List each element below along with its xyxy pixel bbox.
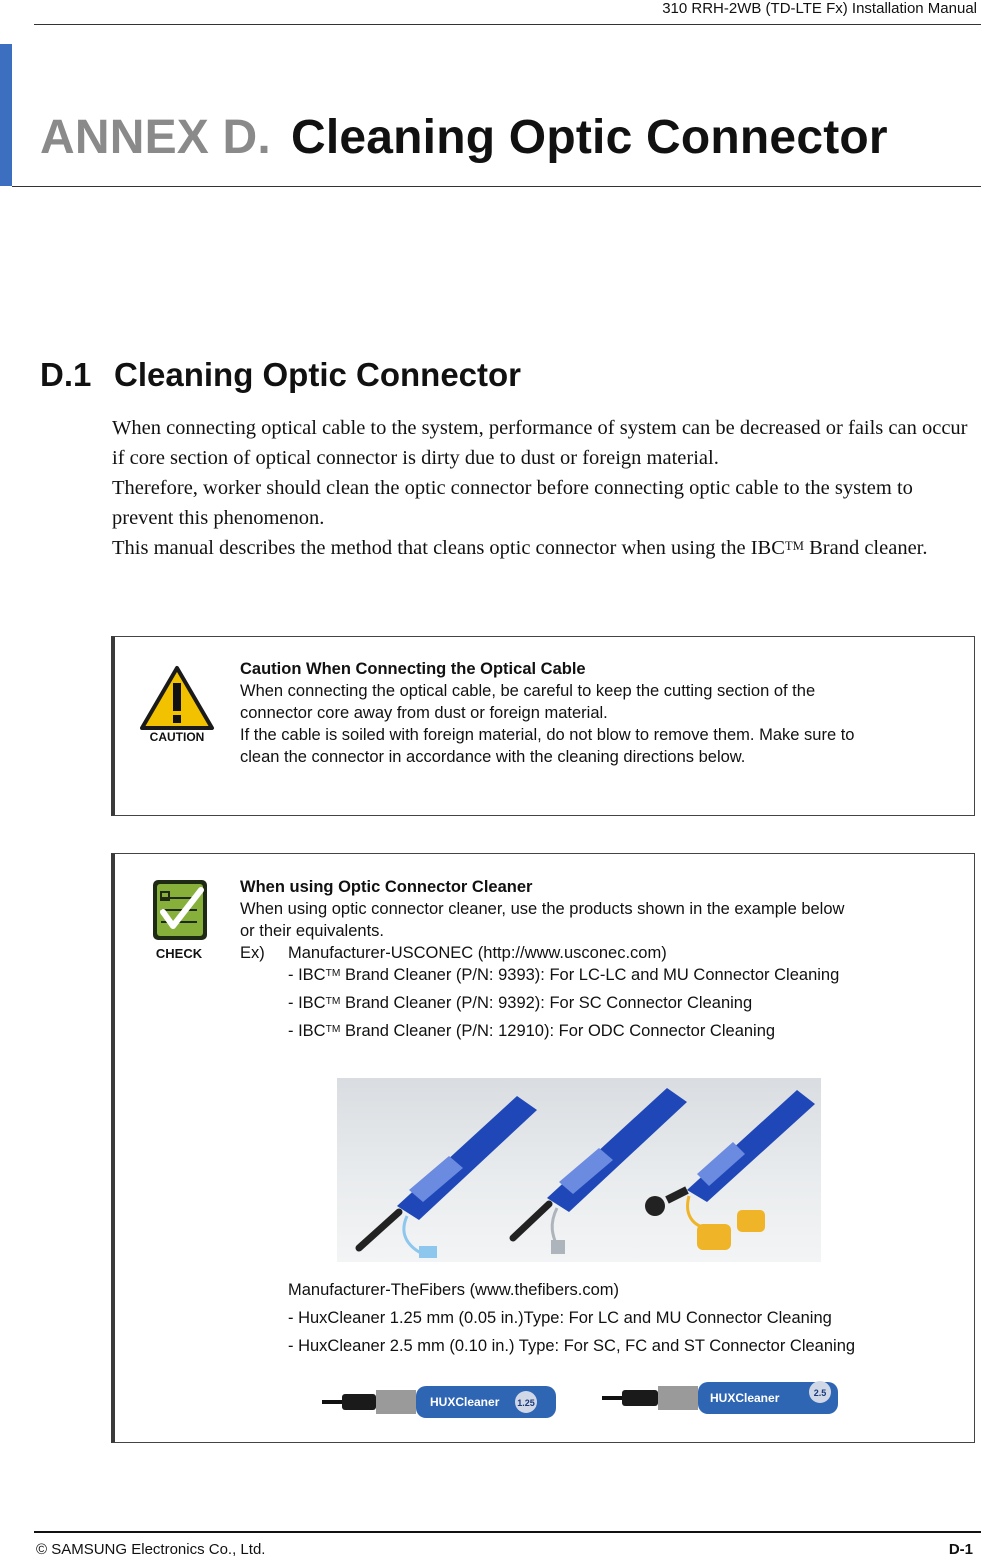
check-icon <box>139 878 215 966</box>
caution-line: connector core away from dust or foreign material. <box>240 704 608 722</box>
check-intro-line: When using optic connector cleaner, use the products shown in the example below <box>240 900 845 918</box>
trademark-mark: TM <box>325 996 341 1008</box>
ibc-cleaner-blue-1 <box>359 1096 537 1258</box>
manufacturer-usconec: Manufacturer-USCONEC (http://www.usconec.com) <box>288 944 667 962</box>
ibc-cleaner-item <box>240 964 954 986</box>
hux-cleaner-125 <box>322 1386 556 1418</box>
caution-note <box>111 636 975 816</box>
caution-title: Caution When Connecting the Optical Cable <box>240 660 586 678</box>
hux-cleaner-item: - HuxCleaner 2.5 mm (0.10 in.) Type: For SC, FC and ST Connector Cleaning <box>288 1337 856 1355</box>
page-number: D-1 <box>948 1541 973 1558</box>
body-paragraph-1: When connecting optical cable to the system, performance of system can be decreased or fails can occur if core section of optical connector is dirty due to dust or foreign material. <box>112 417 968 469</box>
caution-line: When connecting the optical cable, be careful to keep the cutting section of the <box>240 682 816 700</box>
hux-cleaner-item: - HuxCleaner 1.25 mm (0.05 in.)Type: For LC and MU Connector Cleaning <box>288 1309 832 1327</box>
trademark-mark: TM <box>325 968 341 980</box>
hux-cleaner-25 <box>602 1381 838 1414</box>
example-label: Ex) <box>240 944 265 962</box>
section-heading <box>40 356 521 394</box>
thefibers-section <box>288 1276 968 1360</box>
trademark-mark: TM <box>784 538 804 553</box>
annex-accent-bar <box>0 44 12 186</box>
ibc-description: Brand Cleaner (P/N: 9392): For SC Connector Cleaning <box>340 994 753 1012</box>
caution-line: clean the connector in accordance with the cleaning directions below. <box>240 748 746 766</box>
section-body <box>112 413 978 563</box>
body-paragraph-3 <box>112 533 978 563</box>
footer-divider <box>34 1531 981 1533</box>
document-header-title: 310 RRH-2WB (TD-LTE Fx) Installation Manual <box>662 0 977 17</box>
manufacturer-thefibers: Manufacturer-TheFibers (www.thefibers.com) <box>288 1281 620 1299</box>
hux-brand-label: HUXCleaner <box>430 1395 500 1409</box>
check-content <box>240 876 954 1042</box>
hux-size-label: 1.25 <box>517 1398 535 1408</box>
check-title: When using Optic Connector Cleaner <box>240 878 533 896</box>
caution-content <box>240 658 954 768</box>
ibc-description: Brand Cleaner (P/N: 9393): For LC-LC and MU Connector Cleaning <box>340 966 840 984</box>
header-divider <box>34 24 981 25</box>
ibc-description: Brand Cleaner (P/N: 12910): For ODC Connector Cleaning <box>340 1022 776 1040</box>
example-row <box>240 942 954 964</box>
annex-title-text: Cleaning Optic Connector <box>290 111 888 164</box>
caution-icon <box>139 665 215 743</box>
annex-prefix: ANNEX D. <box>40 111 271 164</box>
check-intro-line: or their equivalents. <box>240 922 384 940</box>
trademark-mark: TM <box>325 1024 341 1036</box>
check-icon-label: CHECK <box>155 946 203 961</box>
body-paragraph-2: Therefore, worker should clean the optic connector before connecting optic cable to the system to prevent this phenomenon. <box>112 477 913 529</box>
ibc-cleaners-photo <box>337 1078 821 1262</box>
section-title: Cleaning Optic Connector <box>114 356 522 393</box>
ibc-prefix: - IBC <box>288 1022 326 1040</box>
ibc-cleaner-blue-2 <box>513 1088 687 1254</box>
hux-brand-label: HUXCleaner <box>710 1391 780 1405</box>
body-p3-end: Brand cleaner. <box>803 537 928 559</box>
caution-line: If the cable is soiled with foreign material, do not blow to remove them. Make sure to <box>240 726 855 744</box>
ibc-cleaner-item <box>240 1020 954 1042</box>
check-note <box>111 853 975 1443</box>
caution-icon-label: CAUTION <box>149 730 205 743</box>
body-p3-start: This manual describes the method that cleans optic connector when using the IBC <box>112 537 785 559</box>
annex-title <box>40 110 888 165</box>
ibc-cleaner-item <box>240 992 954 1014</box>
annex-divider <box>12 186 981 187</box>
hux-size-label: 2.5 <box>813 1388 827 1398</box>
section-number: D.1 <box>40 356 92 393</box>
hux-cleaners-photo <box>320 1372 840 1436</box>
footer-copyright: © SAMSUNG Electronics Co., Ltd. <box>36 1541 266 1558</box>
ibc-prefix: - IBC <box>288 994 326 1012</box>
ibc-prefix: - IBC <box>288 966 326 984</box>
